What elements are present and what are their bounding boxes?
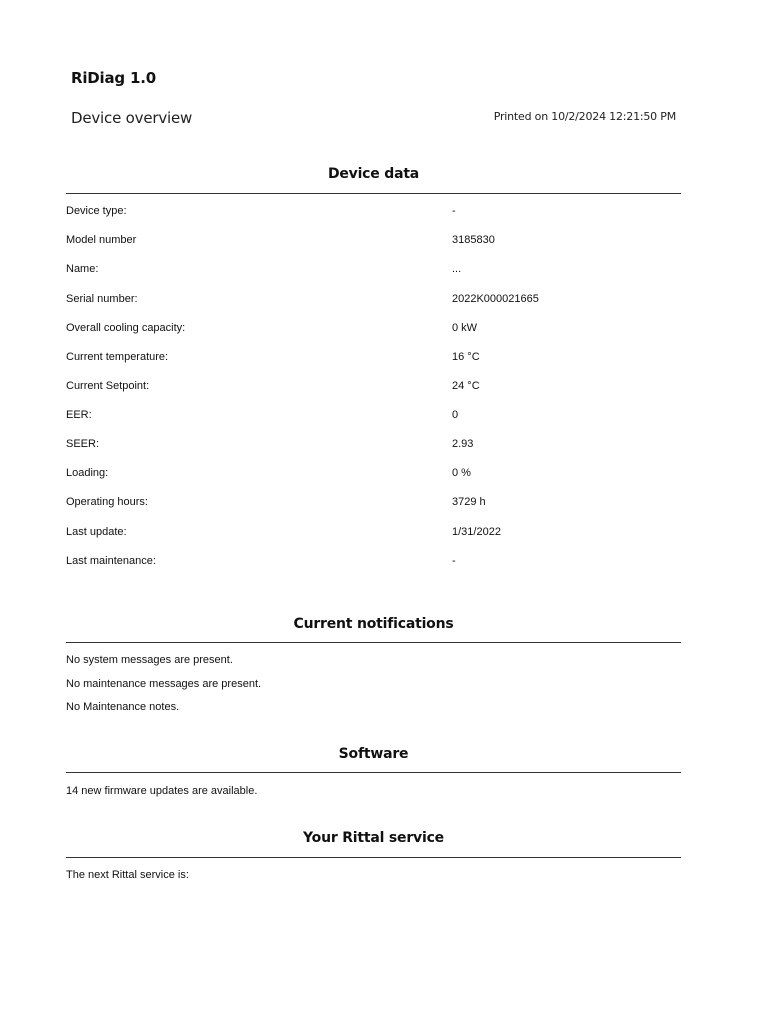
printed-on-timestamp: Printed on 10/2/2024 12:21:50 PM bbox=[493, 110, 676, 123]
row-label: SEER: bbox=[66, 438, 100, 450]
row-value: 2.93 bbox=[452, 438, 474, 450]
device-data-heading: Device data bbox=[327, 166, 420, 182]
row-label: Device type: bbox=[66, 205, 127, 217]
row-value: 3185830 bbox=[452, 234, 495, 246]
device-data-divider bbox=[66, 193, 681, 194]
app-title: RiDiag 1.0 bbox=[71, 69, 156, 87]
row-value: 24 °C bbox=[452, 380, 480, 392]
row-value: - bbox=[452, 205, 456, 217]
row-value: 2022K000021665 bbox=[452, 293, 539, 305]
row-label: Current Setpoint: bbox=[66, 380, 150, 392]
row-label: Last update: bbox=[66, 526, 127, 538]
row-label: Operating hours: bbox=[66, 496, 148, 508]
row-value: 0 bbox=[452, 409, 459, 421]
row-value: 1/31/2022 bbox=[452, 526, 501, 538]
row-value: 3729 h bbox=[452, 496, 486, 508]
software-divider bbox=[66, 772, 681, 773]
row-label: Name: bbox=[66, 263, 99, 275]
row-value: 0 % bbox=[452, 467, 471, 479]
list-item: The next Rittal service is: bbox=[66, 869, 189, 881]
notifications-heading: Current notifications bbox=[293, 616, 454, 632]
row-label: EER: bbox=[66, 409, 92, 421]
row-label: Overall cooling capacity: bbox=[66, 322, 186, 334]
page-subtitle: Device overview bbox=[71, 109, 193, 127]
service-divider bbox=[66, 857, 681, 858]
row-value: ... bbox=[452, 263, 462, 275]
list-item: 14 new firmware updates are available. bbox=[66, 785, 258, 797]
row-value: 16 °C bbox=[452, 351, 480, 363]
row-label: Model number bbox=[66, 234, 137, 246]
row-label: Serial number: bbox=[66, 293, 138, 305]
notifications-divider bbox=[66, 642, 681, 643]
row-label: Loading: bbox=[66, 467, 109, 479]
row-value: 0 kW bbox=[452, 322, 478, 334]
list-item: No maintenance messages are present. bbox=[66, 678, 262, 690]
list-item: No Maintenance notes. bbox=[66, 701, 180, 713]
row-value: - bbox=[452, 555, 456, 567]
software-heading: Software bbox=[338, 746, 409, 762]
row-label: Current temperature: bbox=[66, 351, 169, 363]
list-item: No system messages are present. bbox=[66, 654, 233, 666]
service-heading: Your Rittal service bbox=[303, 830, 444, 846]
row-label: Last maintenance: bbox=[66, 555, 156, 567]
